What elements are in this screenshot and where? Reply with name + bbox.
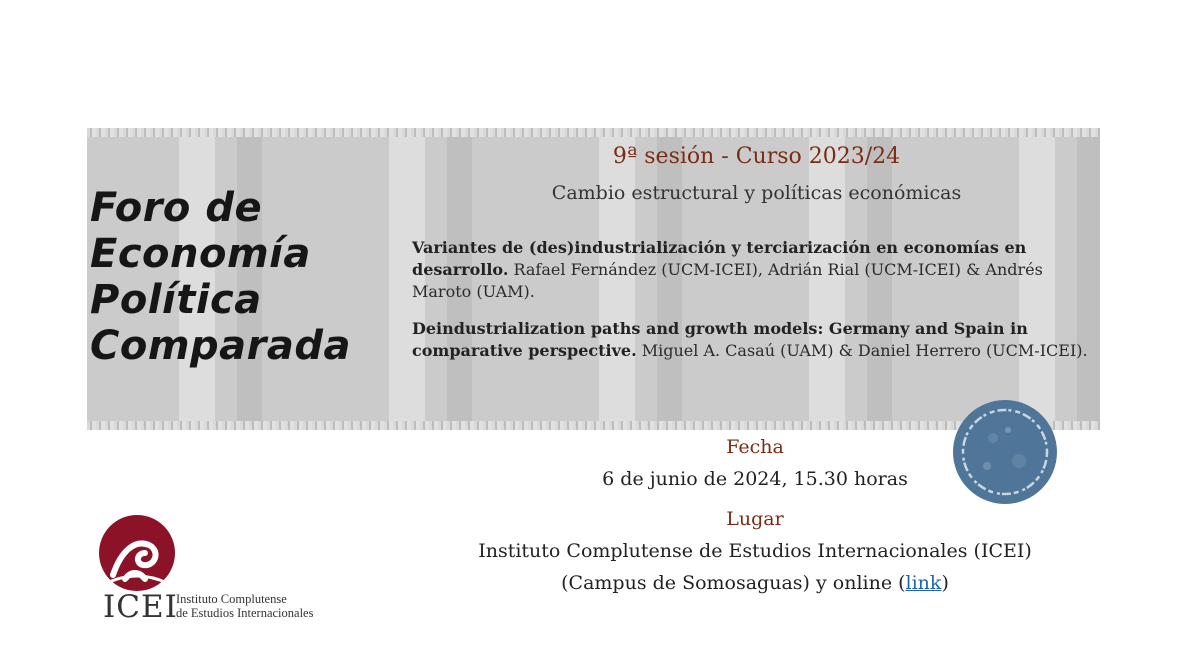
date-value: 6 de junio de 2024, 15.30 horas bbox=[602, 468, 908, 490]
place-line-2-prefix: (Campus de Somosaguas) y online ( bbox=[561, 572, 906, 594]
forum-title-line: Política bbox=[90, 277, 262, 323]
logo-name-line-2: de Estudios Internacionales bbox=[176, 606, 314, 620]
place-label: Lugar bbox=[726, 508, 784, 530]
talk-1-title: Variantes de (des)industrialización y terciarización en economías en desarrollo. bbox=[412, 238, 1027, 279]
talk-2-title: Deindustrialization paths and growth models: Germany and Spain in comparative perspective. bbox=[412, 319, 1028, 360]
place-value bbox=[420, 535, 1090, 599]
banner-top-band bbox=[87, 128, 1100, 137]
talk-1 bbox=[412, 237, 1102, 303]
forum-title bbox=[90, 185, 410, 369]
place-line-2-suffix: ) bbox=[941, 572, 949, 594]
talk-2 bbox=[412, 318, 1102, 362]
stamp-circle-icon bbox=[953, 400, 1057, 504]
forum-title-line: Economía bbox=[90, 231, 311, 277]
session-topic: Cambio estructural y políticas económicas bbox=[551, 182, 962, 204]
date-label: Fecha bbox=[726, 436, 784, 458]
talk-1-authors: Rafael Fernández (UCM-ICEI), Adrián Rial (UCM-ICEI) & Andrés Maroto (UAM). bbox=[412, 260, 1043, 301]
forum-title-line: Comparada bbox=[90, 323, 351, 369]
session-heading: 9ª sesión - Curso 2023/24 bbox=[612, 144, 901, 169]
talk-2-authors: Miguel A. Casaú (UAM) & Daniel Herrero (UCM-ICEI). bbox=[636, 341, 1088, 360]
logo-acronym: ICEI bbox=[103, 589, 178, 625]
forum-title-line: Foro de bbox=[90, 185, 263, 231]
logo-name-line-1: Instituto Complutense bbox=[176, 592, 287, 606]
online-link[interactable]: link bbox=[905, 572, 942, 594]
logo-institute-name bbox=[176, 592, 313, 620]
place-line-1: Instituto Complutense de Estudios Internacionales (ICEI) bbox=[478, 540, 1032, 562]
place-line-2 bbox=[420, 567, 1090, 599]
banner-bottom-band bbox=[87, 421, 1100, 430]
